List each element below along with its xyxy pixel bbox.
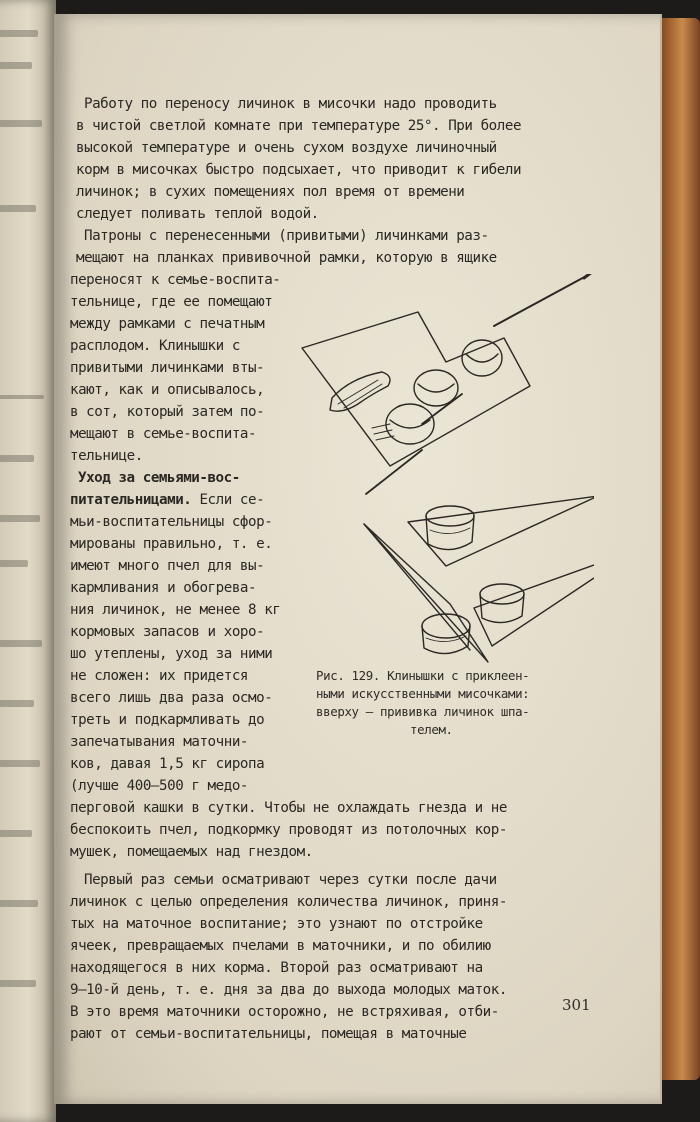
text-line: (лучше 400—500 г медо-: [70, 778, 249, 794]
text-line: мещают в семье-воспита-: [70, 426, 257, 442]
text-line: тельнице.: [70, 448, 143, 464]
ghost-text-line: [0, 760, 40, 767]
ghost-text-line: [0, 395, 44, 399]
text-line: беспокоить пчел, подкормку проводят из потолочных кор-: [70, 822, 507, 838]
text-line: следует поливать теплой водой.: [76, 206, 319, 222]
left-page-edge: [0, 0, 56, 1122]
cup-top: [480, 584, 524, 604]
text-line: расплодом. Клинышки с: [70, 338, 240, 354]
figure-caption-line: ными искусственными мисочками:: [316, 686, 530, 701]
spatula-tip: [584, 274, 592, 278]
book-cover-edge: [656, 18, 700, 1080]
text-line: переносят к семье-воспита-: [70, 272, 281, 288]
text-line: Работу по переносу личинок в мисочки надо проводить: [84, 96, 497, 112]
text-line: в сот, который затем по-: [70, 404, 265, 420]
cup-ellipse: [386, 404, 434, 444]
text-line: всего лишь два раза осмо-: [70, 690, 273, 706]
wedge-shape: [408, 496, 594, 566]
section-heading: питательницами.: [70, 492, 192, 508]
text-line: ния личинок, не менее 8 кг: [70, 602, 281, 618]
text-line: Первый раз семьи осматривают через сутки после дачи: [84, 872, 497, 888]
text-line: треть и подкармливать до: [70, 712, 265, 728]
text-line: тых на маточное воспитание; это узнают по отстройке: [70, 916, 483, 932]
page-number: 301: [562, 996, 591, 1014]
text-line: имеют много пчел для вы-: [70, 558, 265, 574]
text-line: шо утеплены, уход за ними: [70, 646, 273, 662]
text-line: [70, 492, 264, 508]
ghost-text-line: [0, 700, 34, 707]
text-line: личинок; в сухих помещениях пол время от времени: [76, 184, 465, 200]
text-line: рают от семьи-воспитательницы, помещая в маточные: [70, 1026, 467, 1042]
wedge-illustration: [298, 274, 594, 666]
ghost-text-line: [0, 830, 32, 837]
figure-caption-line: вверху — прививка личинок шпа-: [316, 704, 530, 719]
text-line: мьи-воспитательницы сфор-: [70, 514, 273, 530]
ghost-text-line: [0, 900, 38, 907]
spatula-handle: [494, 274, 590, 326]
text-line: кормовых запасов и хоро-: [70, 624, 265, 640]
hand-sketch: [330, 372, 390, 411]
cup-body: [422, 626, 470, 654]
text-line: Патроны с перенесенными (привитыми) личинками раз-: [84, 228, 489, 244]
text-line: кают, как и описывалось,: [70, 382, 265, 398]
cup-rim: [390, 420, 430, 428]
ghost-text-line: [0, 205, 36, 212]
text-line: кармливания и обогрева-: [70, 580, 257, 596]
ghost-text-line: [0, 62, 32, 69]
cup-rim: [418, 384, 454, 392]
book-page: [54, 14, 660, 1104]
ghost-text-line: [0, 30, 38, 37]
text-line: тельнице, где ее помещают: [70, 294, 273, 310]
text-line: находящегося в них корма. Второй раз осматривают на: [70, 960, 483, 976]
text-line: мещают на планках прививочной рамки, которую в ящике: [76, 250, 497, 266]
ghost-text-line: [0, 455, 34, 462]
text-line: в чистой светлой комнате при температуре 25°. При более: [76, 118, 522, 134]
ghost-text-line: [0, 640, 42, 647]
text-line: не сложен: их придется: [70, 668, 249, 684]
text-line: 9—10-й день, т. е. дня за два до выхода молодых маток.: [70, 982, 507, 998]
wedge-edge: [364, 524, 470, 650]
text-line: запечатывания маточни-: [70, 734, 249, 750]
cup-band: [430, 528, 470, 534]
cup-rim: [466, 354, 498, 362]
text-line: мушек, помещаемых над гнездом.: [70, 844, 313, 860]
text-line: В это время маточники осторожно, не встряхивая, отби-: [70, 1004, 499, 1020]
text-line: высокой температуре и очень сухом воздухе личиночный: [76, 140, 497, 156]
text-line: перговой кашки в сутки. Чтобы не охлаждать гнезда и не: [70, 800, 507, 816]
text-line: корм в мисочках быстро подсыхает, что приводит к гибели: [76, 162, 522, 178]
cup-ellipse: [414, 370, 458, 406]
cup-ellipse: [462, 340, 502, 376]
wedge-shape: [474, 550, 594, 646]
comb-marks: [372, 424, 394, 440]
hand-shading: [338, 380, 382, 408]
text-line: мированы правильно, т. е.: [70, 536, 273, 552]
text-line: ячеек, превращаемых пчелами в маточники, и по обилию: [70, 938, 491, 954]
text-line: привитыми личинками вты-: [70, 360, 265, 376]
cup-band: [426, 636, 466, 642]
text-line: ков, давая 1,5 кг сиропа: [70, 756, 265, 772]
wedge-stick: [366, 450, 422, 494]
text-line: личинок с целью определения количества личинок, приня-: [70, 894, 507, 910]
text-fragment: Если се-: [199, 492, 265, 508]
figure-caption-line: телем.: [410, 722, 453, 737]
section-heading: Уход за семьями-вос-: [78, 470, 240, 486]
cup-top: [422, 614, 470, 638]
ghost-text-line: [0, 515, 40, 522]
ghost-text-line: [0, 980, 36, 987]
ghost-text-line: [0, 560, 28, 567]
ghost-text-line: [0, 120, 42, 127]
figure-caption-line: Рис. 129. Клинышки с приклеен-: [316, 668, 530, 683]
text-line: между рамками с печатным: [70, 316, 265, 332]
wedge-stick: [422, 394, 462, 424]
cup-body: [426, 516, 474, 550]
wedge-shape: [364, 524, 488, 662]
